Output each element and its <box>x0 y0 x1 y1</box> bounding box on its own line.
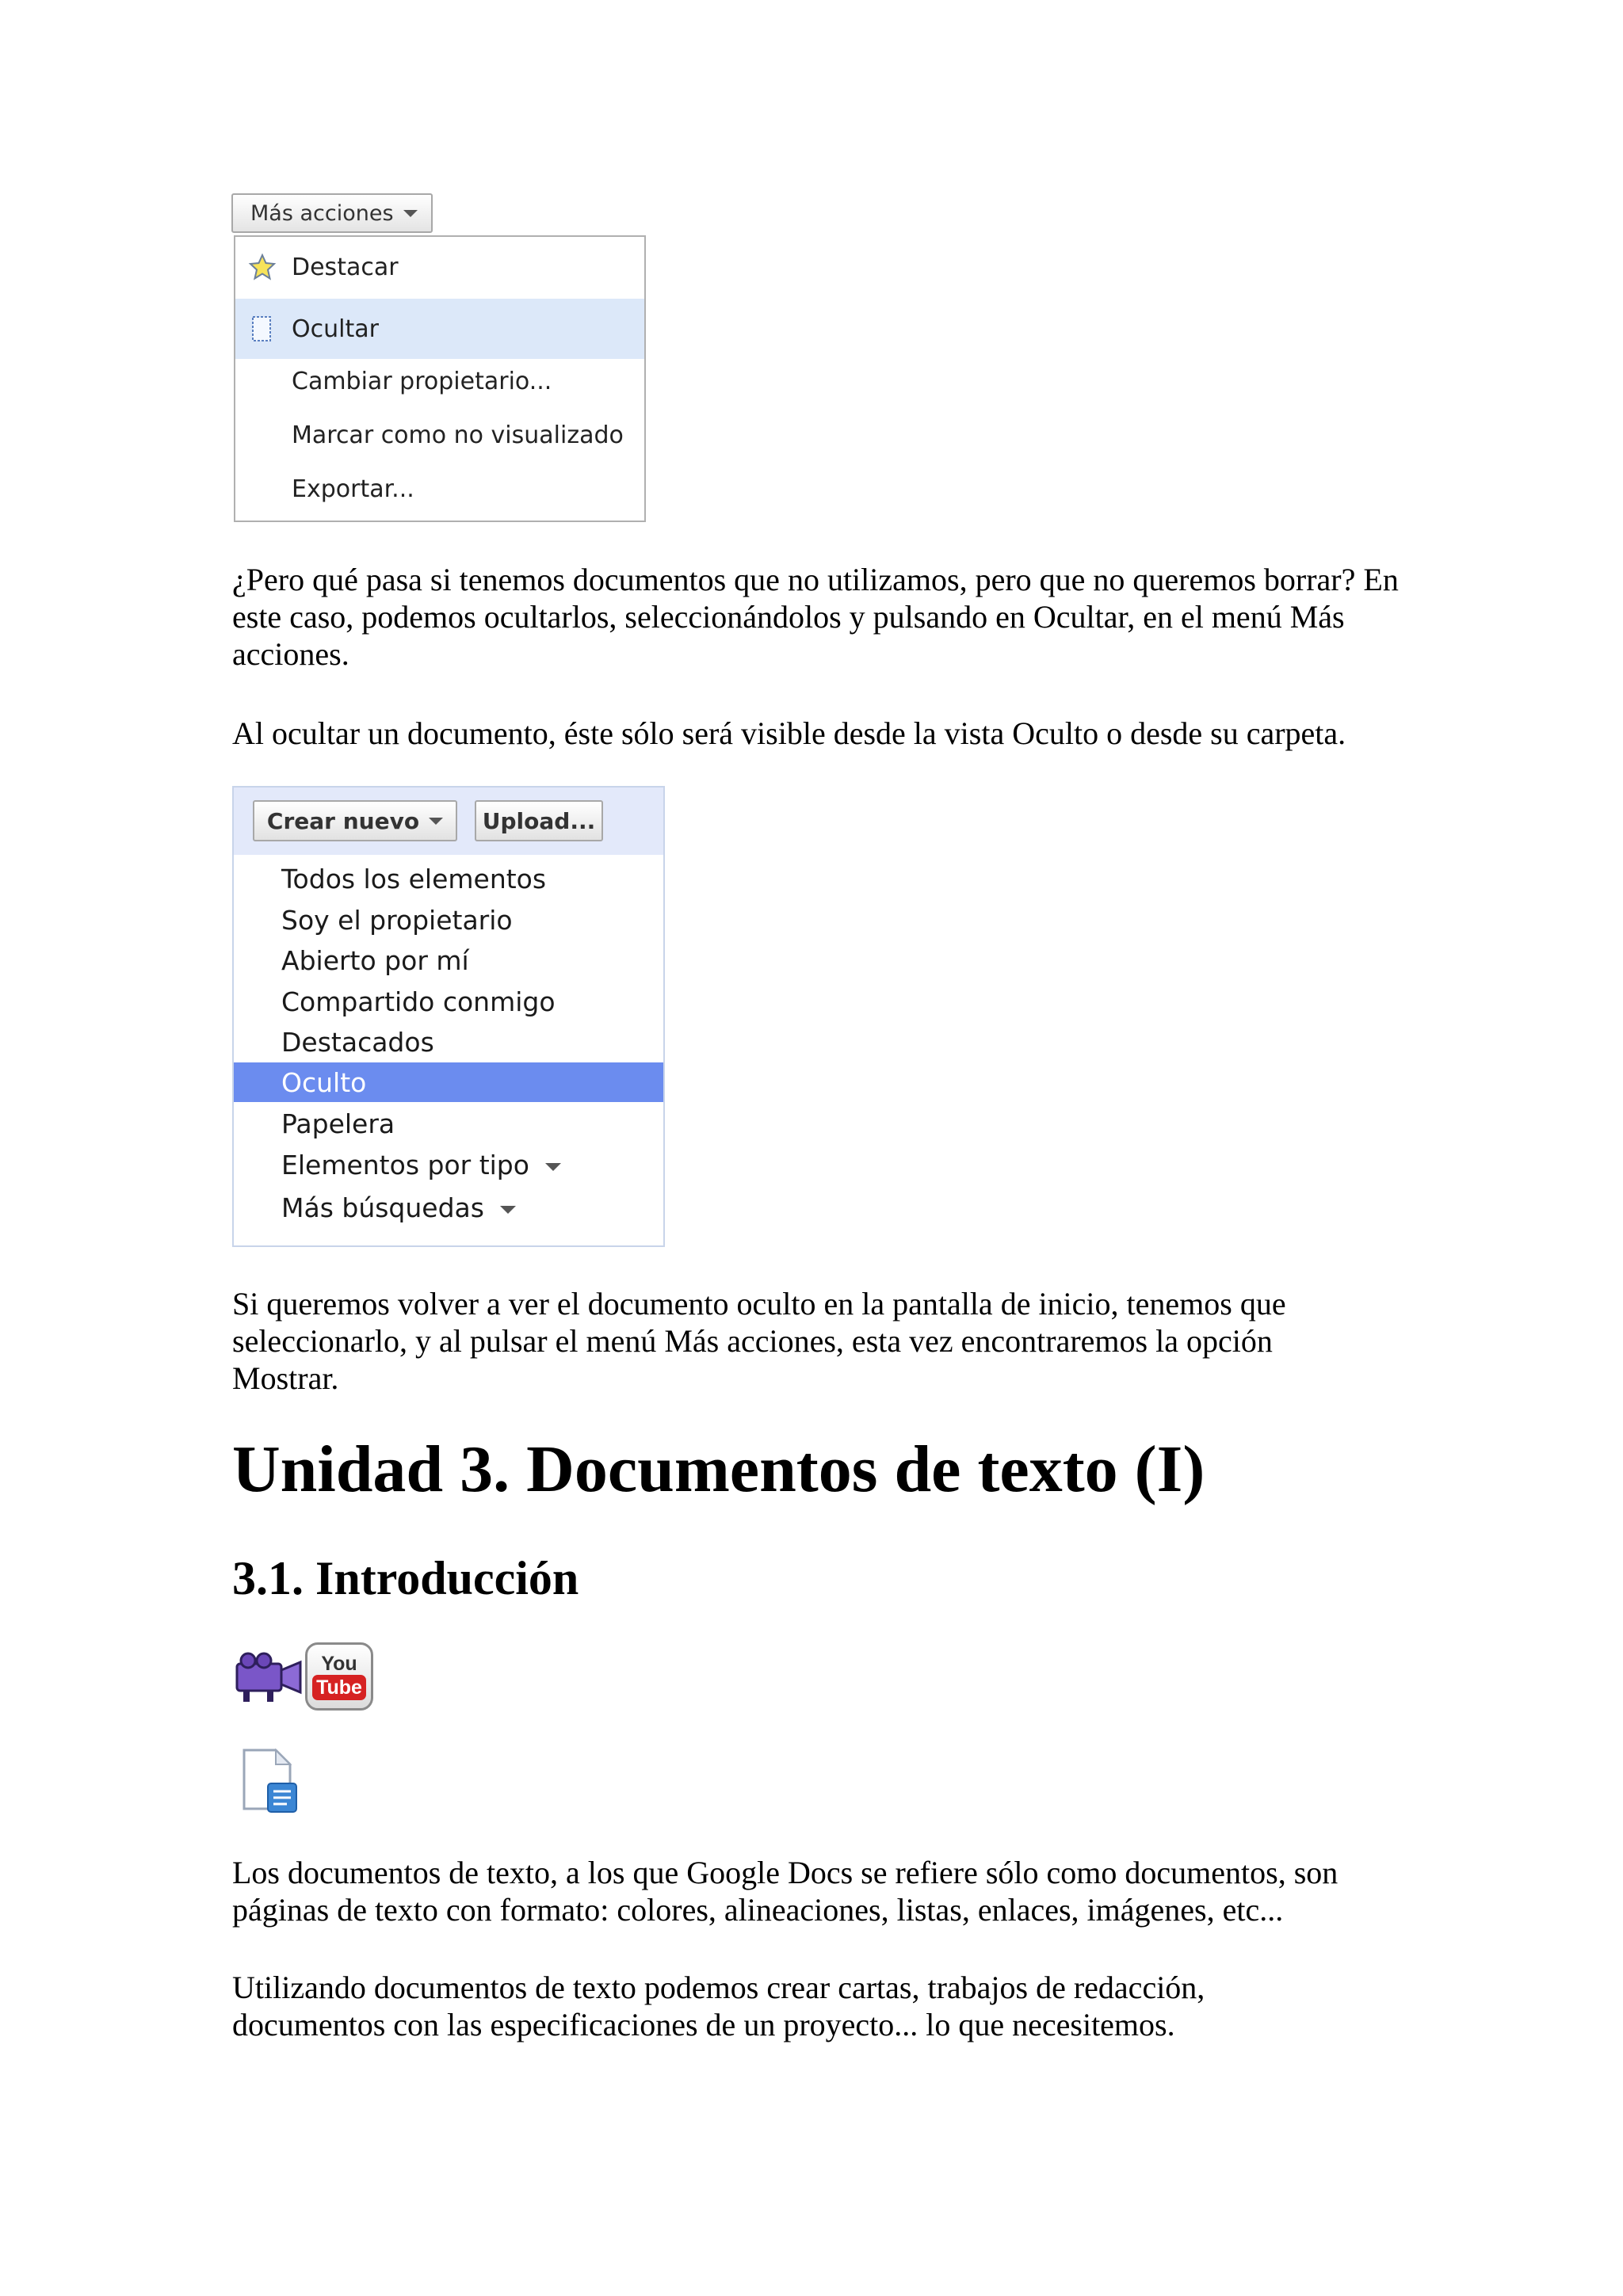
nav-item-mas-busquedas[interactable] <box>234 1188 663 1228</box>
mas-acciones-dropdown <box>234 235 646 522</box>
hidden-document-icon <box>248 315 277 343</box>
paragraph-ocultar-visibilidad: Al ocultar un documento, éste sólo será visible desde la vista Oculto o desde su carpeta. <box>232 715 1346 751</box>
crear-nuevo-button[interactable] <box>253 800 457 841</box>
paragraph-mostrar: Si queremos volver a ver el documento oculto en la pantalla de inicio, tenemos que seleccionarlo, y al pulsar el menú Más acciones, esta vez encontraremos la opción Mostrar. <box>232 1286 1286 1396</box>
menu-item-label: Exportar... <box>292 475 414 503</box>
paragraph-usos: Utilizando documentos de texto podemos crear cartas, trabajos de redacción, documentos con las especificaciones de un proyecto... lo que necesitemos. <box>232 1970 1205 2042</box>
text-document-icon[interactable] <box>238 1747 301 1815</box>
youtube-icon[interactable] <box>305 1642 373 1711</box>
page-title: Unidad 3. Documentos de texto (I) <box>232 1432 1205 1506</box>
nav-toolbar <box>234 788 663 855</box>
mas-acciones-button[interactable] <box>231 193 433 233</box>
paragraph-ocultar-explicacion: ¿Pero qué pasa si tenemos documentos que no utilizamos, pero que no queremos borrar? En este caso, podemos ocultarlos, seleccionándolos y pulsando en Ocultar, en el menú Más acciones. <box>232 562 1399 672</box>
chevron-down-icon <box>403 210 418 217</box>
nav-item-label: Todos los elementos <box>281 864 547 894</box>
menu-item-label: Cambiar propietario... <box>292 367 552 395</box>
mas-acciones-label: Más acciones <box>250 200 394 226</box>
nav-item-abierto[interactable] <box>234 940 663 981</box>
video-camera-icon[interactable] <box>234 1651 305 1705</box>
paragraph-documentos-texto: Los documentos de texto, a los que Google Docs se refiere sólo como documentos, son páginas de texto con formato: colores, alineaciones, listas, enlaces, imágenes, etc... <box>232 1855 1338 1928</box>
nav-item-compartido[interactable] <box>234 982 663 1022</box>
nav-item-label: Soy el propietario <box>281 905 513 936</box>
nav-item-todos[interactable] <box>234 859 663 899</box>
nav-item-oculto[interactable] <box>234 1062 663 1102</box>
nav-item-label: Oculto <box>281 1066 367 1098</box>
chevron-down-icon <box>545 1163 561 1171</box>
docs-navigation-panel <box>232 786 665 1247</box>
youtube-tube-text: Tube <box>312 1675 366 1700</box>
chevron-down-icon <box>500 1206 516 1214</box>
upload-button[interactable] <box>475 800 603 841</box>
nav-item-papelera[interactable] <box>234 1104 663 1144</box>
nav-item-label: Más búsquedas <box>281 1192 484 1223</box>
chevron-down-icon <box>429 818 443 825</box>
menu-item-cambiar-propietario[interactable] <box>235 354 644 408</box>
nav-item-label: Elementos por tipo <box>281 1150 529 1180</box>
menu-item-marcar-no-visualizado[interactable] <box>235 408 644 462</box>
nav-item-label: Destacados <box>281 1027 434 1058</box>
youtube-you-text: You <box>321 1652 357 1675</box>
upload-label: Upload... <box>482 807 596 834</box>
nav-item-label: Abierto por mí <box>281 945 469 976</box>
menu-item-exportar[interactable] <box>235 462 644 516</box>
nav-item-label: Papelera <box>281 1108 395 1139</box>
menu-item-label: Ocultar <box>292 315 379 343</box>
menu-item-label: Marcar como no visualizado <box>292 421 624 449</box>
star-icon <box>248 253 277 281</box>
section-title: 3.1. Introducción <box>232 1552 579 1604</box>
menu-item-label: Destacar <box>292 253 399 281</box>
nav-item-por-tipo[interactable] <box>234 1145 663 1185</box>
nav-item-label: Compartido conmigo <box>281 986 556 1017</box>
nav-item-propietario[interactable] <box>234 900 663 940</box>
menu-item-destacar[interactable] <box>235 237 644 297</box>
crear-nuevo-label: Crear nuevo <box>266 807 420 834</box>
nav-item-destacados[interactable] <box>234 1022 663 1062</box>
menu-item-ocultar[interactable] <box>235 299 644 359</box>
